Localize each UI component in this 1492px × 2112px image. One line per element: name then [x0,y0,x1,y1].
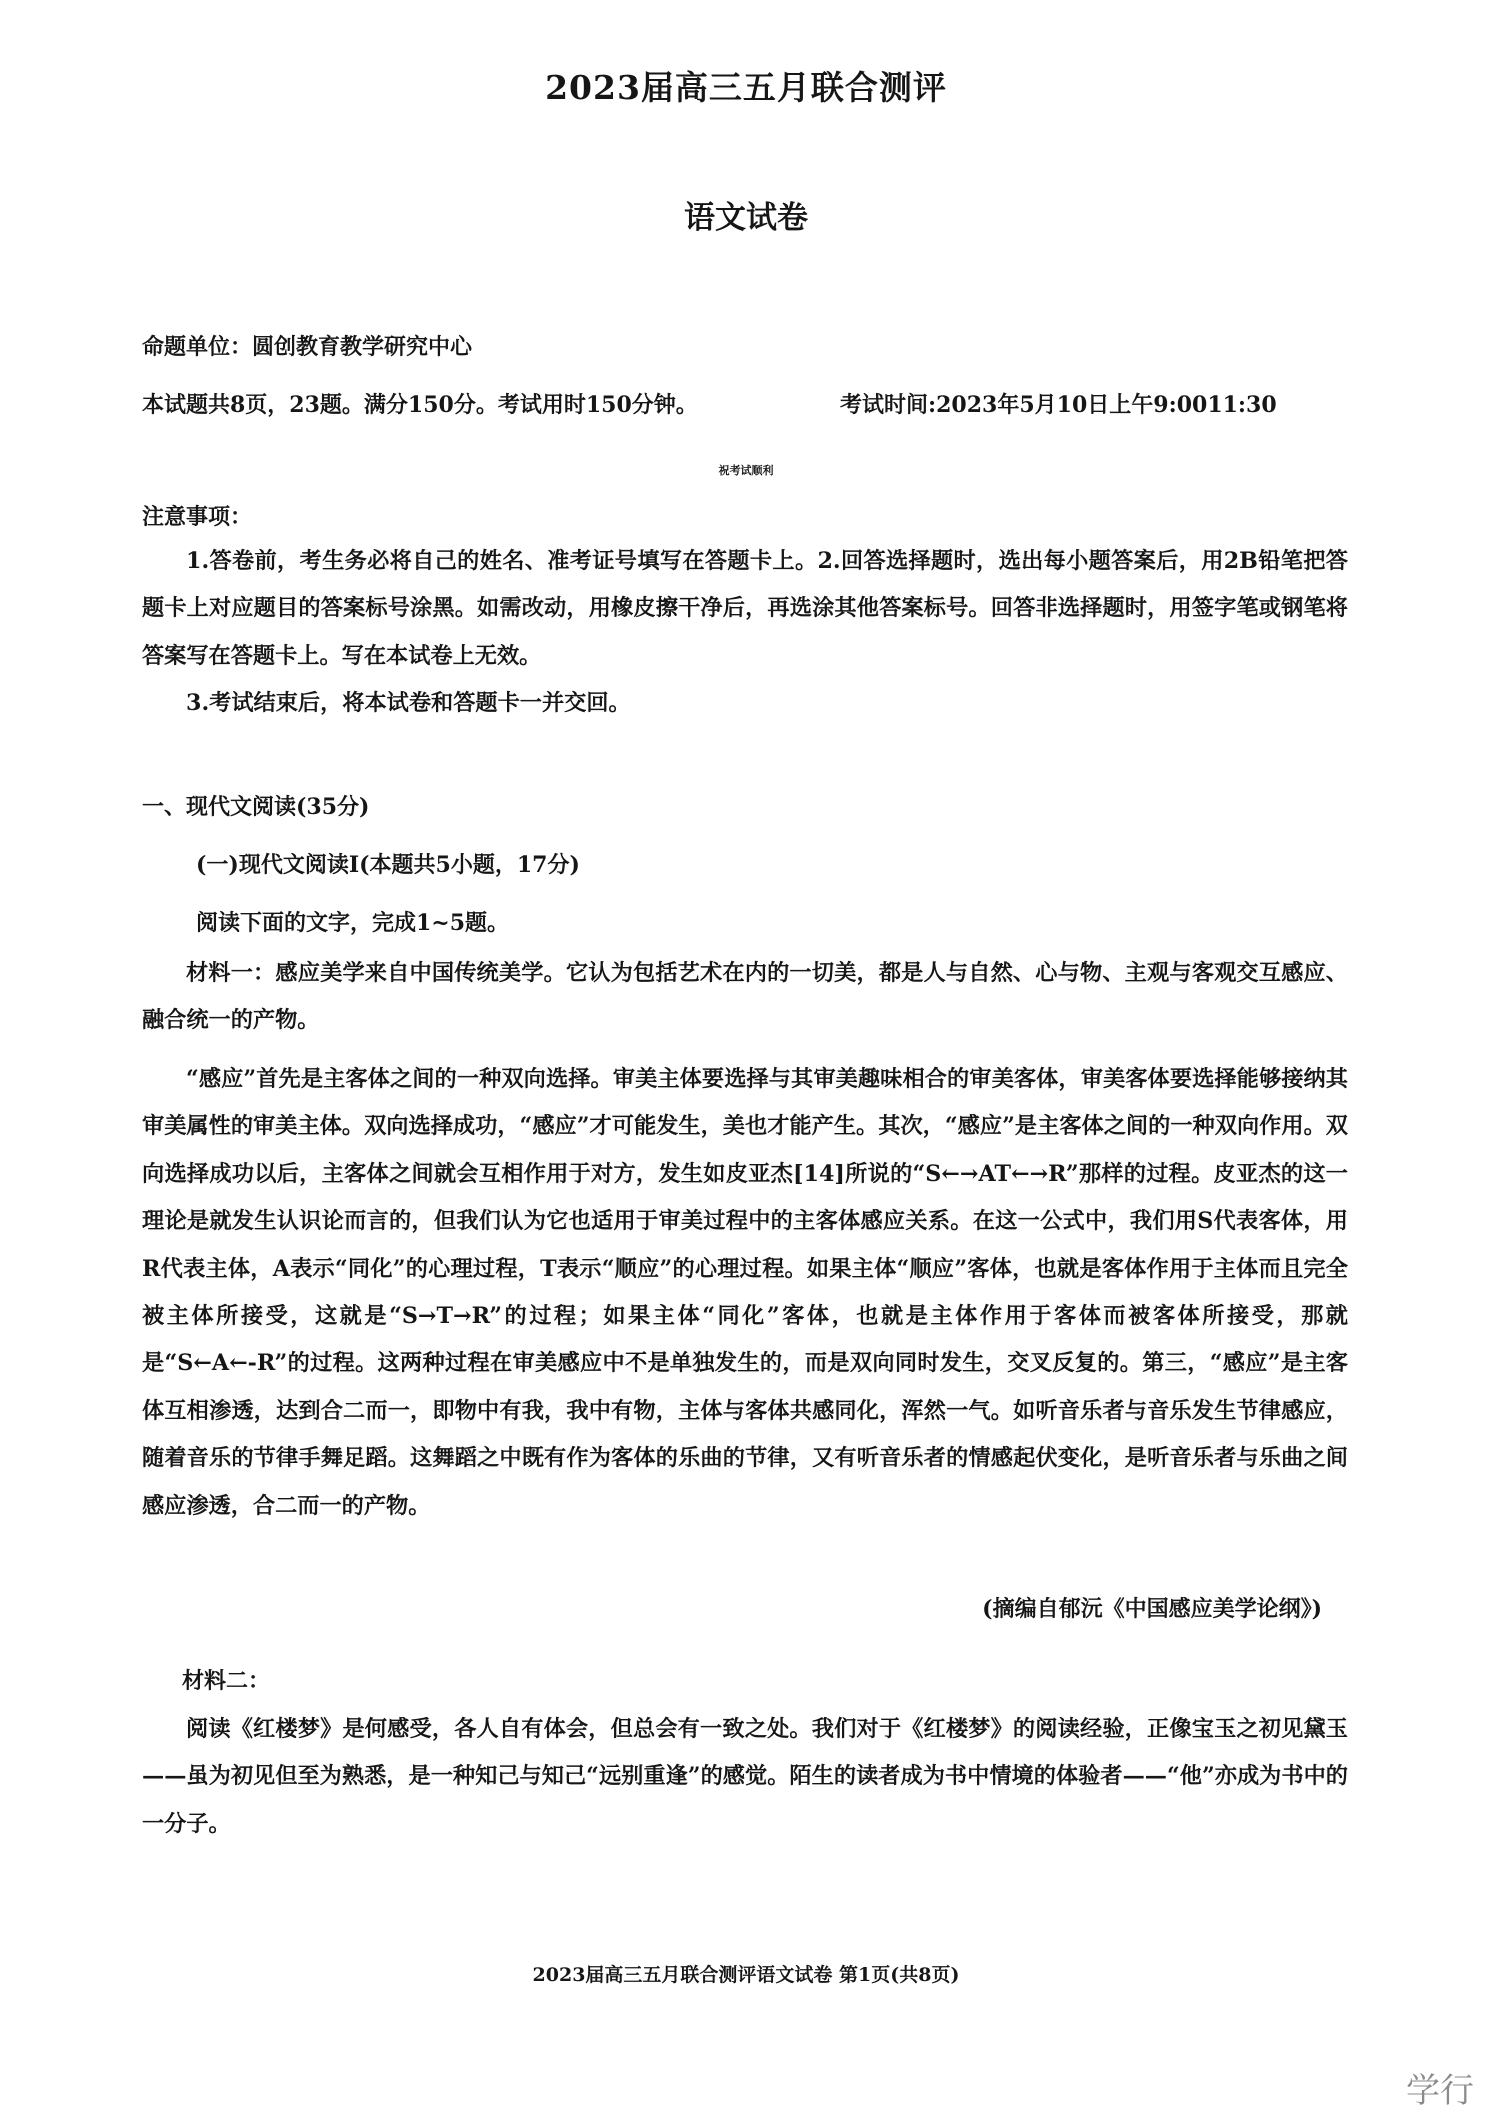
exam-time: 考试时间:2023年5月10日上午9:0011:30 [840,392,1277,418]
material2-label: 材料二： [182,1668,271,1694]
notes-item-3: 3.考试结束后，将本试卷和答题卡一并交回。 [186,690,631,716]
material2-para1: 阅读《红楼梦》是何感受，各人自有体会，但总会有一致之处。我们对于《红楼梦》的阅读经验，正像宝玉之初见黛玉——虽为初见但至为熟悉，是一种知己与知己“远别重逢”的感觉。陌生的读者成为书中情境的体验者——“他”亦成为书中的一分子。 [142,1716,1348,1837]
notes-item-1: 1.答卷前，考生务必将自己的姓名、准考证号填写在答题卡上。2.回答选择题时，选出每小题答案后，用2B铅笔把答题卡上对应题目的答案标号涂黑。如需改动，用橡皮擦干净后，再选涂其他答案标号。回答非选择题时，用签字笔或钢笔将答案写在答题卡上。写在本试卷上无效。 [142,548,1348,669]
material1-para2: “感应”首先是主客体之间的一种双向选择。审美主体要选择与其审美趣味相合的审美客体，审美客体要选择能够接纳其审美属性的审美主体。双向选择成功，“感应”才可能发生，美也才能产生。其次，“感应”是主客体之间的一种双向作用。双向选择成功以后，主客体之间就会互相作用于对方，发生如皮亚杰[14]所说的“S←→AT←→R”那样的过程。皮亚杰的这一理论是就发生认识论而言的，但我们认为它也适用于审美过程中的主客体感应关系。在这一公式中，我们用S代表客体，用R代表主体，A表示“同化”的心理过程，T表示“顺应”的心理过程。如果主体“顺应”客体，也就是客体作用于主体而且完全被主体所接受，这就是“S→T→R”的过程；如果主体“同化”客体，也就是主体作用于客体而被客体所接受，那就是“S←A←-R”的过程。这两种过程在审美感应中不是单独发生的，而是双向同时发生，交叉反复的。第三，“感应”是主客体互相渗透，达到合二而一，即物中有我，我中有物，主体与客体共感同化，浑然一气。如听音乐者与音乐发生节律感应，随着音乐的节律手舞足蹈。这舞蹈之中既有作为客体的乐曲的节律，又有听音乐者的情感起伏变化，是听音乐者与乐曲之间感应渗透，合二而一的产物。 [142,1066,1348,1519]
setter-unit: 命题单位：圆创教育教学研究中心 [142,334,473,360]
watermark-logo: 学行 [1406,2071,1474,2111]
exam-info: 本试题共8页，23题。满分150分。考试用时150分钟。 [142,392,698,418]
material1-para1: 材料一：感应美学来自中国传统美学。它认为包括艺术在内的一切美，都是人与自然、心与物、主观与客观交互感应、融合统一的产物。 [142,960,1348,1034]
notes-heading: 注意事项： [142,504,253,530]
section-title: 一、现代文阅读(35分) [142,794,370,820]
material1-source: (摘编自郁沅《中国感应美学论纲》) [982,1596,1322,1622]
subsection-title: (一)现代文阅读Ⅰ(本题共5小题，17分) [196,852,580,878]
good-luck-note: 祝考试顺利 [718,464,774,477]
exam-subtitle: 语文试卷 [684,200,808,236]
page-footer: 2023届高三五月联合测评语文试卷 第1页(共8页) [532,1964,960,1986]
exam-title: 2023届高三五月联合测评 [545,68,947,107]
reading-instruction: 阅读下面的文字，完成1~5题。 [196,910,510,936]
